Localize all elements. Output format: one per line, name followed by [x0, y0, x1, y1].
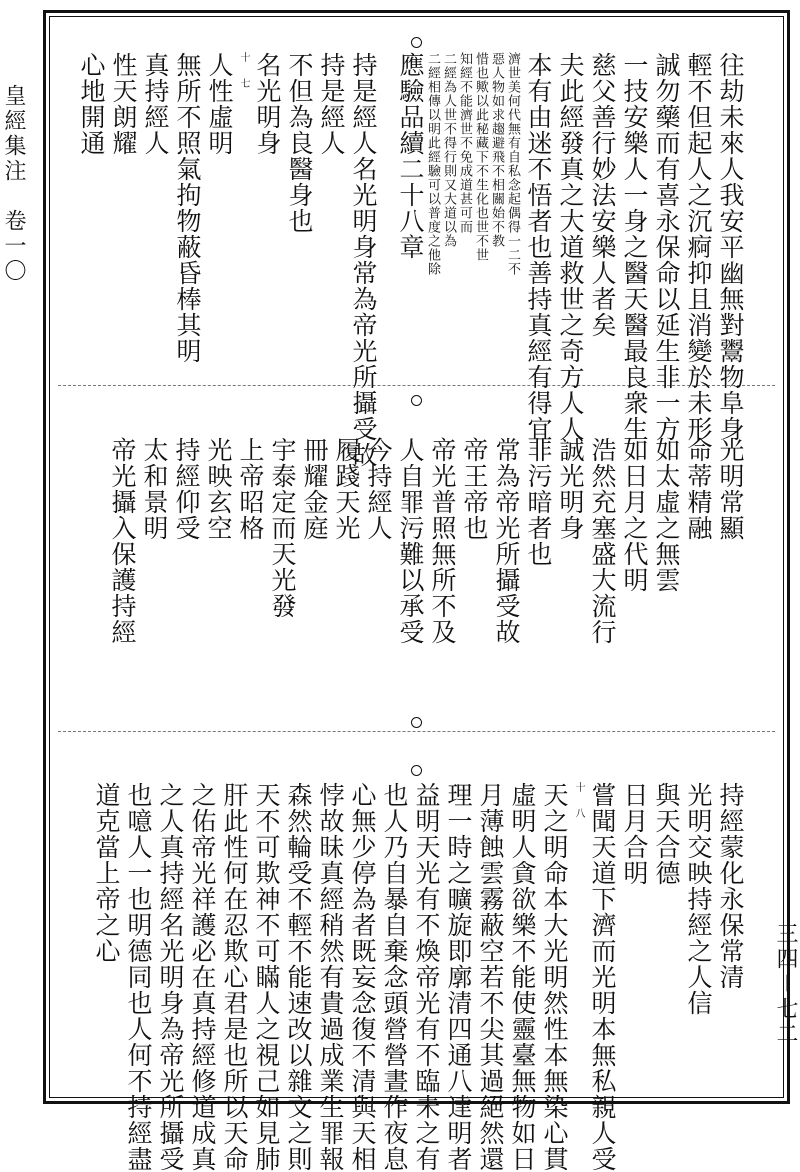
- right-margin-page-number: 三四－七二: [773, 922, 798, 1048]
- text-column: 也人乃自暴自棄念頭營營晝作夜息: [380, 782, 409, 1172]
- text-column: 持經仰受: [172, 437, 201, 541]
- page-frame: [43, 10, 790, 1172]
- text-column: 嘗聞天道下濟而光明本無私親人受: [588, 782, 617, 1172]
- section-divider: [58, 731, 775, 732]
- text-column: 虛明人貪欲樂不能使靈臺無物如日: [508, 782, 537, 1172]
- text-column: 誠光明身: [556, 437, 585, 541]
- text-column: 誠勿藥而有喜永保命以延生非一方: [652, 52, 681, 442]
- text-column: 冊耀金庭: [300, 437, 329, 541]
- text-column: 太和景明: [140, 437, 169, 541]
- text-column: 帝光普照無所不及: [428, 437, 457, 645]
- text-column: 性天朗耀: [109, 52, 138, 156]
- text-column: 天不可欺神不可瞞人之視己如見肺: [252, 782, 281, 1172]
- page-frame-inner: [49, 16, 784, 1172]
- commentary-column: 二經相傳以明此經驗可以普度之他除: [425, 52, 440, 276]
- text-column: 往劫未來人我安平幽無對鬻物阜身: [716, 52, 745, 442]
- verse-column: 名光明身: [253, 52, 282, 156]
- text-column: 非污暗者也: [524, 437, 553, 567]
- text-column: 帝光攝入保護持經: [108, 437, 137, 645]
- text-column: 人性虛明: [205, 52, 234, 156]
- folio-number: 十 七: [238, 52, 249, 91]
- text-column: 宇泰定而天光發: [268, 437, 297, 619]
- text-column: 森然輪受不輕不能速改以雜文之則: [284, 782, 313, 1172]
- text-column: 真持經人: [141, 52, 170, 156]
- text-column: 帝王帝也: [460, 437, 489, 541]
- text-column: 上帝昭格: [236, 437, 265, 541]
- text-column: 持經蒙化永保常清: [716, 782, 745, 990]
- commentary-column: 二經為人世不得行則又大道以為: [441, 52, 456, 248]
- text-column: 理一時之曠旋即廓清四通八達明者: [444, 782, 473, 1172]
- section-2: [103, 437, 743, 722]
- text-column: 光映玄空: [204, 437, 233, 541]
- text-column: 輕不但起人之沉痾抑且消變於未形: [684, 52, 713, 442]
- commentary-column: 惡人物如求趨避飛不相關始不教: [489, 52, 504, 248]
- text-column: 之佑帝光祥護必在真持經修道成真: [188, 782, 217, 1172]
- text-column: 無所不照氣拘物蔽昏棒其明: [173, 52, 202, 364]
- text-column: 光明交映持經之人信: [684, 782, 713, 1016]
- text-column: 也噫人一也明德同也人何不持經盡: [124, 782, 153, 1172]
- text-column: 天之明命本大光明然性本無染心貫: [540, 782, 569, 1172]
- text-column: 益明天光有不煥帝光有不臨未之有: [412, 782, 441, 1172]
- text-column: 如太虛之無雲: [652, 437, 681, 593]
- chapter-title: 應驗品續二十八章: [396, 52, 425, 260]
- text-column: 夫此經發真之大道救世之奇方人人: [556, 52, 585, 442]
- text-column: 常為帝光所攝受故: [492, 437, 521, 645]
- text-column: 人自罪污難以承受: [396, 437, 425, 645]
- text-column: 心無少停為者既妄念復不清與天相: [348, 782, 377, 1172]
- text-column: 月薄蝕雲霧蔽空若不尖其過絕然還: [476, 782, 505, 1172]
- text-column: 之人真持經名光明身為帝光所攝受: [156, 782, 185, 1172]
- commentary-column: 惜也歟以此秘藏下不生化也世不世: [473, 52, 488, 262]
- commentary-column: 濟世美何代無有自私念起偶得一二不: [505, 52, 520, 276]
- text-column: 肝此性何在忍欺心君是也所以天命: [220, 782, 249, 1172]
- note-column: 不但為良醫身也: [285, 52, 314, 234]
- binding-ring-icon: [411, 395, 422, 406]
- text-column: 履踐天光: [332, 437, 361, 541]
- left-margin-title: 皇經集注 卷一〇: [1, 84, 26, 284]
- verse-column: 持是經人: [317, 52, 346, 156]
- text-column: 與天合德: [652, 782, 681, 886]
- text-column: 今持經人: [364, 437, 393, 541]
- text-column: 慈父善行妙法安樂人者矣: [588, 52, 617, 338]
- commentary-column: 知經不能濟世不免成道甚可而: [457, 52, 472, 234]
- text-column: 本有由迷不悟者也善持真經有得宜: [524, 52, 553, 442]
- text-column: 悖故昧真經稍然有貴過成業生罪報: [316, 782, 345, 1172]
- text-column: 如日月之代明: [620, 437, 649, 593]
- verse-column: 持是經人名光明身常為帝光所攝受故: [349, 52, 378, 468]
- text-column: 道克當上帝之心: [92, 782, 121, 964]
- text-column: 浩然充塞盛大流行: [588, 437, 617, 645]
- section-3: [87, 782, 745, 1172]
- binding-ring-icon: [411, 37, 422, 48]
- binding-ring-icon: [411, 765, 422, 776]
- text-column: 光明常顯: [716, 437, 745, 541]
- text-column: 一技安樂人一身之醫天醫最良衆生: [620, 52, 649, 442]
- text-column: 日月合明: [620, 782, 649, 886]
- text-column: 心地開通: [77, 52, 106, 156]
- section-1: [72, 52, 745, 468]
- text-column: 命蒂精融: [684, 437, 713, 541]
- folio-number: 十 八: [573, 782, 584, 821]
